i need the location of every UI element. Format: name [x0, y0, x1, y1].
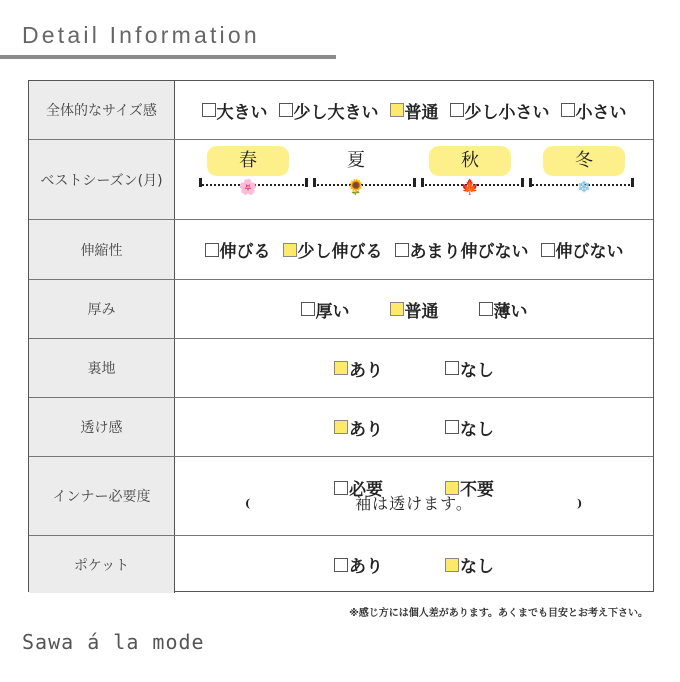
- row-label: 厚み: [29, 280, 175, 338]
- season-summer: [315, 140, 397, 196]
- season-label: 春: [207, 146, 289, 176]
- option-label: なし: [460, 419, 494, 440]
- header-underline: [0, 55, 336, 59]
- scale-tick: [413, 178, 416, 187]
- cherry-blossom-icon: 🌸: [238, 178, 258, 196]
- option-item: [334, 356, 383, 381]
- lining-options: [175, 339, 653, 397]
- row-stretch: [29, 220, 653, 280]
- row-label: ベストシーズン(月): [29, 140, 175, 219]
- option-label: あり: [349, 419, 383, 440]
- checkbox: [334, 420, 348, 434]
- checkbox: [334, 558, 348, 572]
- option-label: 少し小さい: [464, 102, 550, 123]
- thickness-options: [175, 280, 653, 338]
- option-item: [301, 297, 350, 322]
- checkbox: [395, 243, 409, 257]
- checkbox: [390, 103, 404, 117]
- brand-logo: Sawa á la mode: [22, 630, 205, 654]
- scale-tick: [305, 178, 308, 187]
- checkbox: [205, 243, 219, 257]
- option-label: 小さい: [575, 102, 627, 123]
- checkbox: [541, 243, 555, 257]
- option-label: 厚い: [315, 301, 350, 322]
- option-label: 少し大きい: [293, 102, 379, 123]
- season-winter: [543, 140, 625, 196]
- option-label: 普通: [404, 102, 439, 123]
- option-item: [205, 237, 271, 262]
- checkbox: [445, 558, 459, 572]
- checkbox: [283, 243, 297, 257]
- row-lining: [29, 339, 653, 398]
- sunflower-icon: 🌻: [346, 178, 366, 196]
- scale-tick: [521, 178, 524, 187]
- season-label: 冬: [543, 146, 625, 176]
- season-label: 秋: [429, 146, 511, 176]
- option-item: [202, 98, 268, 123]
- checkbox: [301, 302, 315, 316]
- option-item: [395, 237, 529, 262]
- checkbox: [390, 302, 404, 316]
- option-item: [283, 237, 383, 262]
- option-item: [561, 98, 627, 123]
- season-label: 夏: [347, 150, 365, 171]
- row-inner-necessity: [29, 457, 653, 536]
- disclaimer-note: ※感じ方には個人差があります。あくまでも目安とお考え下さい。: [349, 608, 648, 619]
- option-item: [450, 98, 550, 123]
- row-size: [29, 81, 653, 140]
- checkbox: [479, 302, 493, 316]
- row-best-season: [29, 140, 653, 220]
- checkbox: [279, 103, 293, 117]
- option-item: [334, 552, 383, 577]
- checkbox: [202, 103, 216, 117]
- note-open-paren: (: [245, 497, 251, 510]
- option-item: [541, 237, 624, 262]
- inner-options: [175, 457, 653, 535]
- page-title: Detail Information: [22, 22, 260, 48]
- maple-leaf-icon: 🍁: [460, 178, 480, 196]
- row-label: 裏地: [29, 339, 175, 397]
- option-label: 不要: [460, 480, 494, 500]
- option-label: 薄い: [493, 301, 528, 322]
- row-pocket: [29, 536, 653, 593]
- season-area: [175, 140, 653, 219]
- sheerness-options: [175, 398, 653, 456]
- scale-tick: [631, 178, 634, 187]
- pocket-options: [175, 536, 653, 593]
- row-label: 透け感: [29, 398, 175, 456]
- scale-tick: [421, 178, 424, 187]
- row-thickness: [29, 280, 653, 339]
- checkbox: [334, 361, 348, 375]
- option-item: [390, 297, 439, 322]
- option-item: [445, 552, 494, 577]
- row-label: 全体的なサイズ感: [29, 81, 175, 139]
- row-label: ポケット: [29, 536, 175, 593]
- checkbox: [450, 103, 464, 117]
- detail-table: [28, 80, 654, 592]
- option-item: [390, 98, 439, 123]
- option-label: あまり伸びない: [409, 242, 529, 262]
- option-label: あり: [349, 360, 383, 381]
- checkbox: [445, 361, 459, 375]
- scale-tick: [529, 178, 532, 187]
- stretch-options: [175, 220, 653, 279]
- season-autumn: [429, 140, 511, 196]
- option-item: [334, 415, 383, 440]
- scale-tick: [199, 178, 202, 187]
- option-label: 少し伸びる: [297, 242, 383, 262]
- checkbox: [561, 103, 575, 117]
- row-label: インナー必要度: [29, 457, 175, 535]
- option-item: [479, 297, 528, 322]
- option-label: なし: [460, 360, 494, 381]
- option-item: [445, 415, 494, 440]
- option-label: なし: [460, 557, 494, 577]
- note-close-paren: ): [577, 497, 583, 510]
- row-sheerness: [29, 398, 653, 457]
- option-label: 伸びない: [555, 242, 624, 262]
- option-item: [445, 356, 494, 381]
- season-spring: [207, 140, 289, 196]
- row-label: 伸縮性: [29, 220, 175, 279]
- option-label: 普通: [404, 301, 439, 322]
- option-item: [279, 98, 379, 123]
- option-label: 大きい: [216, 102, 268, 123]
- option-label: 伸びる: [219, 242, 271, 262]
- size-options: [175, 81, 653, 139]
- checkbox: [445, 420, 459, 434]
- option-label: あり: [349, 557, 383, 577]
- inner-note: 袖は透けます。: [355, 494, 473, 513]
- option-label: 必要: [349, 480, 383, 500]
- snowflake-icon: ❄: [577, 178, 591, 196]
